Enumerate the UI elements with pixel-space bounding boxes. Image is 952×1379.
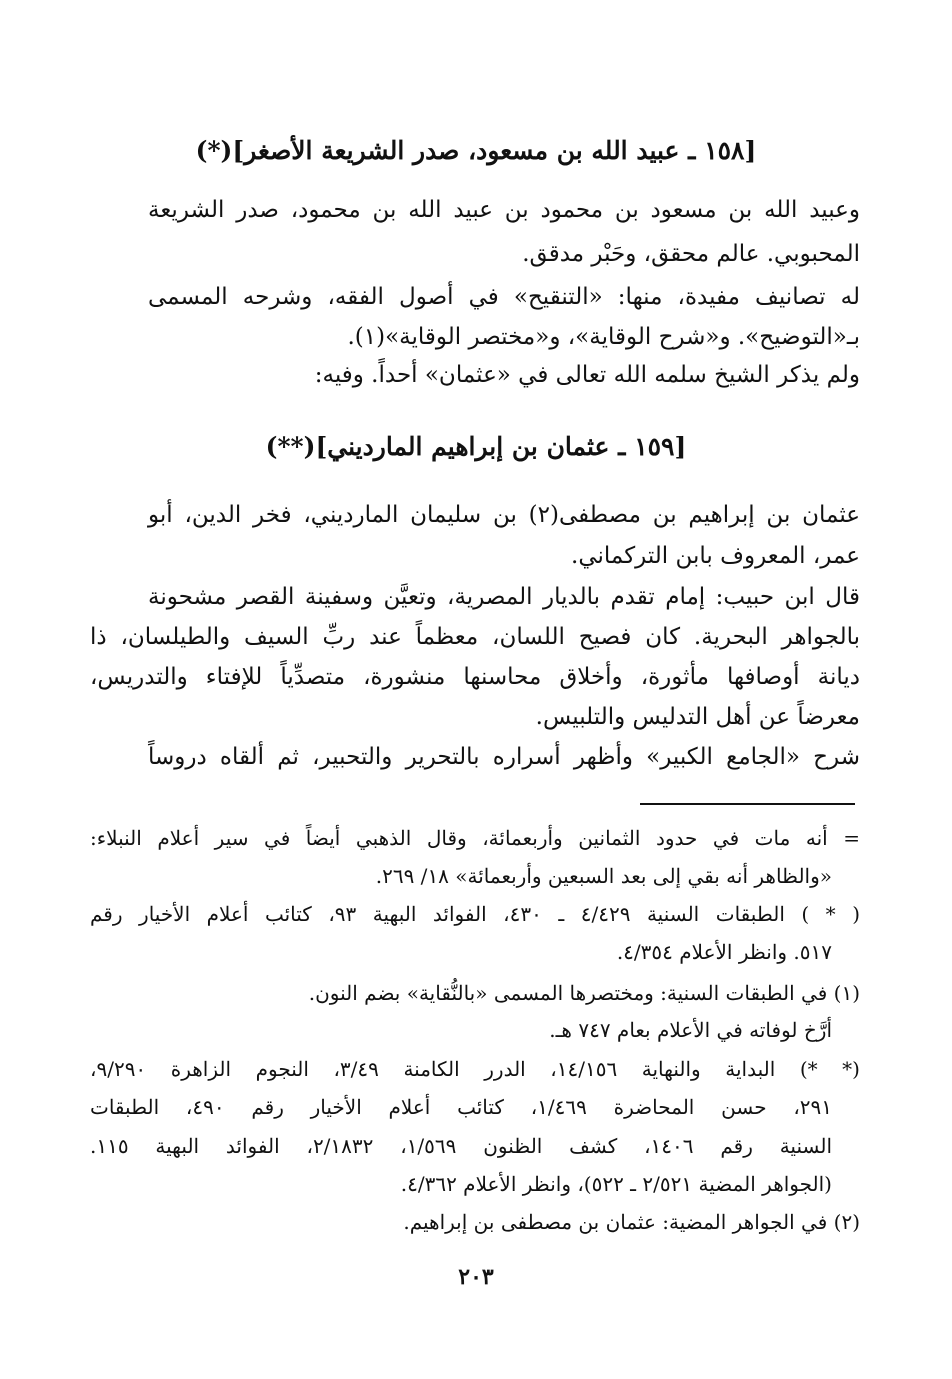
footnote-line-10: (الجواهر المضية ٢/٥٢١ ـ ٥٢٢)، وانظر الأعلام ٤/٣٦٢. — [400, 1172, 832, 1196]
footnote-line-3: ( * ) الطبقات السنية ٤/٤٢٩ ـ ٤٣٠، الفوائد البهية ٩٣، كتائب أعلام الأخيار رقم — [90, 902, 860, 926]
entry-158-line-4: بـ«التوضيح». و«شرح الوقاية»، و«مختصر الوقاية»(١). — [347, 324, 860, 350]
entry-159-line-5: ديانة أوصافها مأثورة، وأخلاق محاسنها منشورة، متصدِّياً للإفتاء والتدريس، — [90, 664, 860, 690]
entry-159-line-2: عمر، المعروف بابن التركماني. — [571, 543, 860, 569]
entry-159-line-3: قال ابن حبيب: إمام تقدم بالديار المصرية، وتعيَّن وسفينة القصر مشحونة — [148, 584, 860, 610]
entry-158-line-5: ولم يذكر الشيخ سلمه الله تعالى في «عثمان» أحداً. وفيه: — [314, 362, 860, 388]
entry-159-heading: [١٥٩ ـ عثمان بن إبراهيم المارديني](**) — [265, 432, 687, 461]
footnote-line-7: (* *) البداية والنهاية ١٤/١٥٦، الدرر الكامنة ٣/٤٩، النجوم الزاهرة ٩/٢٩٠، — [90, 1057, 860, 1081]
footnote-line-4: ٥١٧. وانظر الأعلام ٤/٣٥٤. — [616, 940, 832, 964]
page-number: ٢٠٣ — [458, 1264, 494, 1290]
footnote-line-8: ٢٩١، حسن المحاضرة ١/٤٦٩، كتائب أعلام الأخيار رقم ٤٩٠، الطبقات — [90, 1095, 833, 1119]
entry-158-line-2: المحبوبي. عالم محقق، وحَبْر مدقق. — [522, 241, 860, 267]
footnote-line-5: (١) في الطبقات السنية: ومختصرها المسمى «بالنُّقاية» بضم النون. — [308, 981, 860, 1005]
footnote-line-1: = أنه مات في حدود الثمانين وأربعمائة، وقال الذهبي أيضاً في سير أعلام النبلاء: — [90, 826, 860, 850]
entry-159-line-4: بالجواهر البحرية. كان فصيح اللسان، معظماً عند ربِّ السيف والطيلسان، ذا — [90, 624, 860, 650]
entry-159-line-7: شرح «الجامع الكبير» وأظهر أسراره بالتحرير والتحبير، ثم ألقاه دروساً — [148, 744, 860, 770]
footnote-line-11: (٢) في الجواهر المضية: عثمان بن مصطفى بن إبراهيم. — [403, 1210, 860, 1234]
entry-159-line-1: عثمان بن إبراهيم بن مصطفى(٢) بن سليمان المارديني، فخر الدين، أبو — [148, 502, 860, 528]
footnote-line-9: السنية رقم ١٤٠٦، كشف الظنون ١/٥٦٩، ٢/١٨٣٢، الفوائد البهية ١١٥. — [90, 1134, 832, 1158]
entry-159-line-6: معرضاً عن أهل التدليس والتلبيس. — [535, 704, 860, 730]
footnote-line-2: «والظاهر أنه بقي إلى بعد السبعين وأربعمائة» ١٨/ ٢٦٩. — [375, 864, 832, 888]
footnote-line-6: أرَّخ لوفاته في الأعلام بعام ٧٤٧ هـ. — [549, 1018, 832, 1042]
entry-158-line-1: وعبيد الله بن مسعود بن محمود بن عبيد الله بن محمود، صدر الشريعة — [148, 197, 860, 223]
entry-158-line-3: له تصانيف مفيدة، منها: «التنقيح» في أصول الفقه، وشرحه المسمى — [148, 284, 860, 310]
footnote-separator — [640, 803, 855, 805]
entry-158-heading: [١٥٨ ـ عبيد الله بن مسعود، صدر الشريعة الأصغر](*) — [195, 136, 757, 165]
